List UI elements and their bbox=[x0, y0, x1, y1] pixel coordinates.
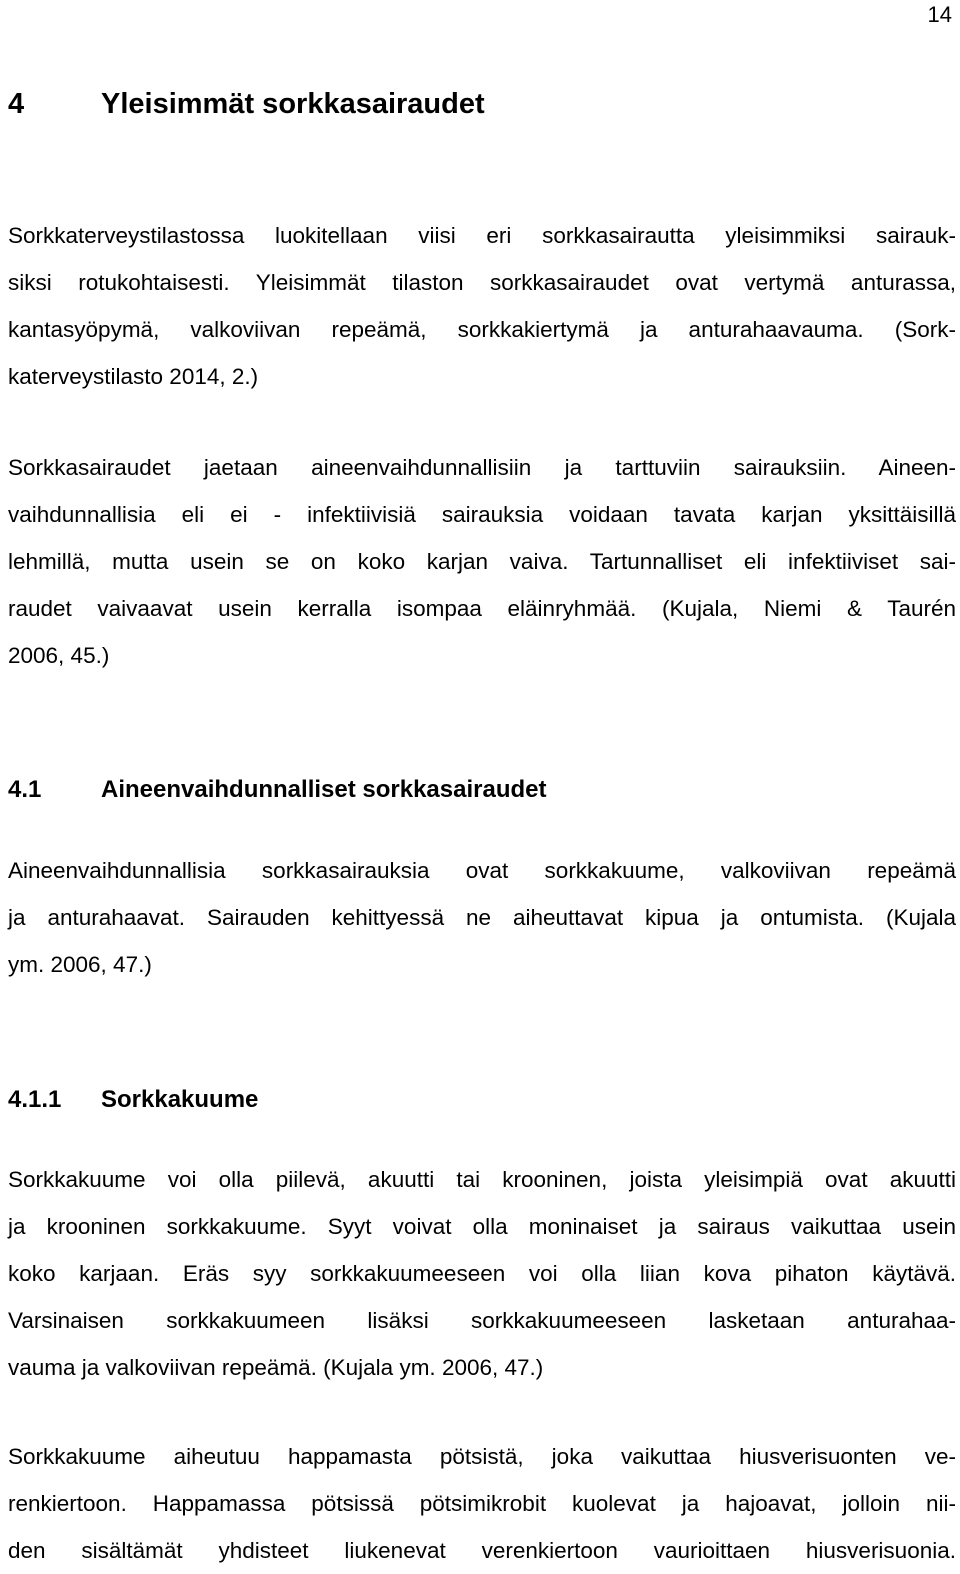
text-line: renkiertoon. Happamassa pötsissä pötsimikrobit kuolevat ja hajoavat, jolloin nii- bbox=[8, 1491, 956, 1516]
intro-paragraph-1 bbox=[8, 212, 956, 400]
intro-paragraph-2 bbox=[8, 444, 956, 679]
text-line: kantasyöpymä, valkoviivan repeämä, sorkkakiertymä ja anturahaavauma. (Sork- bbox=[8, 317, 956, 342]
text-line: vaihdunnallisia eli ei - infektiivisiä sairauksia voidaan tavata karjan yksittäisillä bbox=[8, 502, 956, 527]
text-line: ja anturahaavat. Sairauden kehittyessä ne aiheuttavat kipua ja ontumista. (Kujala bbox=[8, 905, 956, 930]
text-line: koko karjaan. Eräs syy sorkkakuumeeseen voi olla liian kova pihaton käytävä. bbox=[8, 1261, 956, 1286]
section-title: Sorkkakuume bbox=[101, 1086, 259, 1113]
text-line: Sorkkakuume voi olla piilevä, akuutti tai krooninen, joista yleisimpiä ovat akuutti bbox=[8, 1167, 956, 1192]
text-line: 2006, 45.) bbox=[8, 643, 110, 668]
section-4-1-1-paragraph-1 bbox=[8, 1156, 956, 1391]
section-title: Aineenvaihdunnalliset sorkkasairaudet bbox=[101, 776, 547, 803]
page-number: 14 bbox=[927, 2, 952, 27]
section-4-1-1-heading bbox=[8, 1086, 908, 1120]
text-line: vauma ja valkoviivan repeämä. (Kujala ym. 2006, 47.) bbox=[8, 1355, 544, 1380]
text-line: raudet vaivaavat usein kerralla isompaa eläinryhmää. (Kujala, Niemi & Taurén bbox=[8, 596, 956, 621]
section-number: 4.1 bbox=[8, 776, 42, 803]
section-4-1-paragraph bbox=[8, 847, 956, 988]
chapter-number: 4 bbox=[8, 88, 25, 120]
text-line: Sorkkakuume aiheutuu happamasta pötsistä, joka vaikuttaa hiusverisuonten ve- bbox=[8, 1444, 956, 1469]
section-number: 4.1.1 bbox=[8, 1086, 62, 1113]
text-line: ym. 2006, 47.) bbox=[8, 952, 152, 977]
text-line: siksi rotukohtaisesti. Yleisimmät tilaston sorkkasairaudet ovat vertymä anturassa, bbox=[8, 270, 956, 295]
text-line: Sorkkasairaudet jaetaan aineenvaihdunnallisiin ja tarttuviin sairauksiin. Aineen- bbox=[8, 455, 956, 480]
text-line: Varsinaisen sorkkakuumeen lisäksi sorkkakuumeeseen lasketaan anturahaa- bbox=[8, 1308, 956, 1333]
text-line: lehmillä, mutta usein se on koko karjan vaiva. Tartunnalliset eli infektiiviset sai- bbox=[8, 549, 956, 574]
section-4-1-1-paragraph-2 bbox=[8, 1433, 956, 1574]
section-4-1-heading bbox=[8, 776, 908, 810]
text-line: den sisältämät yhdisteet liukenevat verenkiertoon vaurioittaen hiusverisuonia. bbox=[8, 1538, 956, 1563]
text-line: katerveystilasto 2014, 2.) bbox=[8, 364, 259, 389]
text-line: Aineenvaihdunnallisia sorkkasairauksia ovat sorkkakuume, valkoviivan repeämä bbox=[8, 858, 956, 883]
text-line: Sorkkaterveystilastossa luokitellaan viisi eri sorkkasairautta yleisimmiksi sairauk- bbox=[8, 223, 956, 248]
chapter-title: Yleisimmät sorkkasairaudet bbox=[101, 88, 485, 120]
text-line: ja krooninen sorkkakuume. Syyt voivat olla moninaiset ja sairaus vaikuttaa usein bbox=[8, 1214, 956, 1239]
chapter-heading bbox=[8, 88, 908, 128]
